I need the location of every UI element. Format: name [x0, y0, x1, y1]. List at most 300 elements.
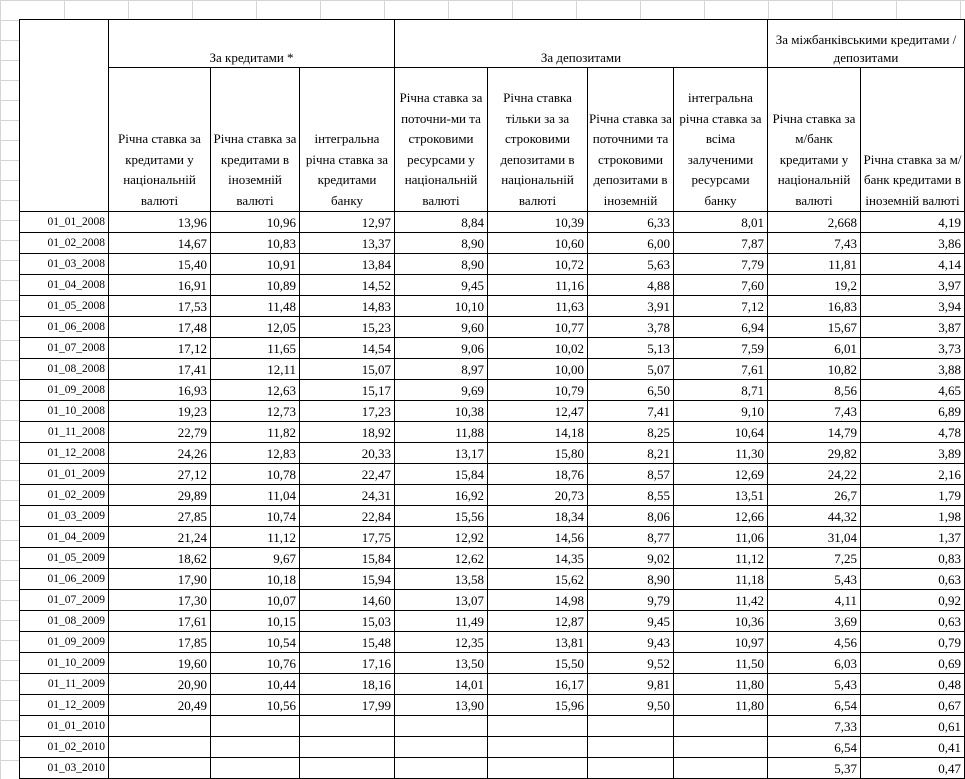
value-cell[interactable]: 24,31: [300, 485, 395, 506]
value-cell[interactable]: 7,43: [768, 401, 861, 422]
date-cell[interactable]: 01_09_2008: [20, 380, 109, 401]
value-cell[interactable]: 9,79: [588, 590, 674, 611]
date-cell[interactable]: 01_02_2010: [20, 737, 109, 758]
column-header[interactable]: інтегральна річна ставка за всіма залученими ресурсами банку: [674, 68, 768, 212]
value-cell[interactable]: 16,93: [109, 380, 211, 401]
date-cell[interactable]: 01_09_2009: [20, 632, 109, 653]
date-cell[interactable]: 01_04_2008: [20, 275, 109, 296]
column-header[interactable]: Річна ставка за м/банк кредитами в іноземній валюті: [861, 68, 965, 212]
value-cell[interactable]: 9,45: [395, 275, 488, 296]
value-cell[interactable]: 20,49: [109, 695, 211, 716]
value-cell[interactable]: 16,83: [768, 296, 861, 317]
value-cell[interactable]: 8,90: [395, 233, 488, 254]
value-cell[interactable]: 7,12: [674, 296, 768, 317]
value-cell[interactable]: 19,60: [109, 653, 211, 674]
table-row: [20, 275, 965, 296]
value-cell[interactable]: [488, 716, 588, 737]
value-cell[interactable]: 15,67: [768, 317, 861, 338]
value-cell[interactable]: 14,60: [300, 590, 395, 611]
value-cell[interactable]: 8,77: [588, 527, 674, 548]
value-cell[interactable]: 21,24: [109, 527, 211, 548]
value-cell[interactable]: 12,05: [211, 317, 300, 338]
value-cell[interactable]: 44,32: [768, 506, 861, 527]
value-cell[interactable]: 0,92: [861, 590, 965, 611]
value-cell[interactable]: 20,73: [488, 485, 588, 506]
value-cell[interactable]: [395, 758, 488, 779]
value-cell[interactable]: 15,17: [300, 380, 395, 401]
value-cell[interactable]: 11,42: [674, 590, 768, 611]
value-cell[interactable]: 8,71: [674, 380, 768, 401]
value-cell[interactable]: 15,07: [300, 359, 395, 380]
value-cell[interactable]: 10,76: [211, 653, 300, 674]
value-cell[interactable]: 14,01: [395, 674, 488, 695]
value-cell[interactable]: 13,84: [300, 254, 395, 275]
value-cell[interactable]: 11,88: [395, 422, 488, 443]
value-cell[interactable]: 9,81: [588, 674, 674, 695]
date-cell[interactable]: 01_03_2010: [20, 758, 109, 779]
value-cell[interactable]: 15,40: [109, 254, 211, 275]
value-cell[interactable]: 12,11: [211, 359, 300, 380]
date-cell[interactable]: 01_08_2008: [20, 359, 109, 380]
table-row: [20, 569, 965, 590]
value-cell[interactable]: 5,43: [768, 569, 861, 590]
value-cell[interactable]: 4,65: [861, 380, 965, 401]
date-cell[interactable]: 01_05_2008: [20, 296, 109, 317]
value-cell[interactable]: [109, 758, 211, 779]
value-cell[interactable]: 10,89: [211, 275, 300, 296]
value-cell[interactable]: 12,73: [211, 401, 300, 422]
value-cell[interactable]: 0,83: [861, 548, 965, 569]
value-cell[interactable]: 15,03: [300, 611, 395, 632]
value-cell[interactable]: 9,06: [395, 338, 488, 359]
value-cell[interactable]: 6,89: [861, 401, 965, 422]
value-cell[interactable]: 13,07: [395, 590, 488, 611]
value-cell[interactable]: 5,43: [768, 674, 861, 695]
value-cell[interactable]: [674, 716, 768, 737]
value-cell[interactable]: 13,51: [674, 485, 768, 506]
value-cell[interactable]: 4,11: [768, 590, 861, 611]
value-cell[interactable]: 11,04: [211, 485, 300, 506]
value-cell[interactable]: 0,41: [861, 737, 965, 758]
value-cell[interactable]: 7,41: [588, 401, 674, 422]
value-cell[interactable]: [300, 758, 395, 779]
value-cell[interactable]: 4,19: [861, 212, 965, 233]
column-header[interactable]: Річна ставка за поточни-ми та строковими ресурсами у національній валюті: [395, 68, 488, 212]
value-cell[interactable]: 27,85: [109, 506, 211, 527]
value-cell[interactable]: [588, 758, 674, 779]
value-cell[interactable]: 8,84: [395, 212, 488, 233]
value-cell[interactable]: 4,88: [588, 275, 674, 296]
value-cell[interactable]: 10,07: [211, 590, 300, 611]
value-cell[interactable]: 10,78: [211, 464, 300, 485]
value-cell[interactable]: 14,79: [768, 422, 861, 443]
value-cell[interactable]: 16,91: [109, 275, 211, 296]
value-cell[interactable]: 15,84: [300, 548, 395, 569]
value-cell[interactable]: 3,73: [861, 338, 965, 359]
value-cell[interactable]: 17,48: [109, 317, 211, 338]
value-cell[interactable]: 14,54: [300, 338, 395, 359]
value-cell[interactable]: 15,80: [488, 443, 588, 464]
date-cell[interactable]: 01_01_2010: [20, 716, 109, 737]
column-header[interactable]: Річна ставка за кредитами у національній валюті: [109, 68, 211, 212]
value-cell[interactable]: 15,23: [300, 317, 395, 338]
value-cell[interactable]: 0,69: [861, 653, 965, 674]
date-cell[interactable]: 01_12_2008: [20, 443, 109, 464]
value-cell[interactable]: 0,47: [861, 758, 965, 779]
value-cell[interactable]: 1,98: [861, 506, 965, 527]
value-cell[interactable]: 14,67: [109, 233, 211, 254]
value-cell[interactable]: 22,79: [109, 422, 211, 443]
value-cell[interactable]: 24,26: [109, 443, 211, 464]
value-cell[interactable]: 9,02: [588, 548, 674, 569]
value-cell[interactable]: 13,37: [300, 233, 395, 254]
value-cell[interactable]: 3,91: [588, 296, 674, 317]
value-cell[interactable]: 10,79: [488, 380, 588, 401]
value-cell[interactable]: 0,67: [861, 695, 965, 716]
value-cell[interactable]: 10,10: [395, 296, 488, 317]
value-cell[interactable]: 20,33: [300, 443, 395, 464]
value-cell[interactable]: 6,54: [768, 737, 861, 758]
value-cell[interactable]: 18,34: [488, 506, 588, 527]
table-row: [20, 716, 965, 737]
value-cell[interactable]: 14,18: [488, 422, 588, 443]
date-cell[interactable]: 01_11_2008: [20, 422, 109, 443]
value-cell[interactable]: [488, 758, 588, 779]
date-cell[interactable]: 01_12_2009: [20, 695, 109, 716]
value-cell[interactable]: 11,80: [674, 674, 768, 695]
value-cell[interactable]: 17,30: [109, 590, 211, 611]
value-cell[interactable]: 3,69: [768, 611, 861, 632]
value-cell[interactable]: [588, 737, 674, 758]
date-cell[interactable]: 01_06_2008: [20, 317, 109, 338]
table-body: [20, 212, 965, 779]
value-cell[interactable]: 0,61: [861, 716, 965, 737]
value-cell[interactable]: 7,79: [674, 254, 768, 275]
date-cell[interactable]: 01_01_2009: [20, 464, 109, 485]
value-cell[interactable]: 13,81: [488, 632, 588, 653]
value-cell[interactable]: 12,92: [395, 527, 488, 548]
value-cell[interactable]: 9,10: [674, 401, 768, 422]
value-cell[interactable]: 11,80: [674, 695, 768, 716]
value-cell[interactable]: 11,30: [674, 443, 768, 464]
value-cell[interactable]: 8,01: [674, 212, 768, 233]
value-cell[interactable]: 12,83: [211, 443, 300, 464]
value-cell[interactable]: 22,84: [300, 506, 395, 527]
value-cell[interactable]: 18,76: [488, 464, 588, 485]
column-header[interactable]: Річна ставка за кредитами в іноземній валюті: [211, 68, 300, 212]
value-cell[interactable]: 14,83: [300, 296, 395, 317]
value-cell[interactable]: 13,50: [395, 653, 488, 674]
value-cell[interactable]: 8,57: [588, 464, 674, 485]
value-cell[interactable]: [395, 716, 488, 737]
value-cell[interactable]: 7,61: [674, 359, 768, 380]
value-cell[interactable]: 17,23: [300, 401, 395, 422]
value-cell[interactable]: 4,14: [861, 254, 965, 275]
value-cell[interactable]: 13,17: [395, 443, 488, 464]
value-cell[interactable]: 17,85: [109, 632, 211, 653]
value-cell[interactable]: 0,48: [861, 674, 965, 695]
value-cell[interactable]: 10,64: [674, 422, 768, 443]
date-cell[interactable]: 01_08_2009: [20, 611, 109, 632]
value-cell[interactable]: 6,94: [674, 317, 768, 338]
value-cell[interactable]: 13,96: [109, 212, 211, 233]
table-row: [20, 317, 965, 338]
value-cell[interactable]: 6,33: [588, 212, 674, 233]
value-cell[interactable]: 10,38: [395, 401, 488, 422]
value-cell[interactable]: 3,94: [861, 296, 965, 317]
value-cell[interactable]: 10,02: [488, 338, 588, 359]
value-cell[interactable]: 22,47: [300, 464, 395, 485]
value-cell[interactable]: 17,12: [109, 338, 211, 359]
value-cell[interactable]: 8,21: [588, 443, 674, 464]
value-cell[interactable]: 11,18: [674, 569, 768, 590]
value-cell[interactable]: 9,45: [588, 611, 674, 632]
value-cell[interactable]: 7,60: [674, 275, 768, 296]
value-cell[interactable]: 3,97: [861, 275, 965, 296]
date-cell[interactable]: 01_10_2008: [20, 401, 109, 422]
value-cell[interactable]: 10,18: [211, 569, 300, 590]
value-cell[interactable]: 10,60: [488, 233, 588, 254]
value-cell[interactable]: 9,50: [588, 695, 674, 716]
value-cell[interactable]: 10,39: [488, 212, 588, 233]
value-cell[interactable]: 8,97: [395, 359, 488, 380]
value-cell[interactable]: 14,35: [488, 548, 588, 569]
value-cell[interactable]: 11,06: [674, 527, 768, 548]
value-cell[interactable]: 17,41: [109, 359, 211, 380]
value-cell[interactable]: 10,77: [488, 317, 588, 338]
value-cell[interactable]: 6,01: [768, 338, 861, 359]
table-row: [20, 401, 965, 422]
corner-cell[interactable]: [20, 20, 109, 212]
date-cell[interactable]: 01_05_2009: [20, 548, 109, 569]
date-cell[interactable]: 01_07_2009: [20, 590, 109, 611]
value-cell[interactable]: 10,36: [674, 611, 768, 632]
value-cell[interactable]: [300, 737, 395, 758]
value-cell[interactable]: [109, 716, 211, 737]
value-cell[interactable]: 12,35: [395, 632, 488, 653]
value-cell[interactable]: 12,66: [674, 506, 768, 527]
table-row: [20, 758, 965, 779]
value-cell[interactable]: 18,92: [300, 422, 395, 443]
value-cell[interactable]: [300, 716, 395, 737]
value-cell[interactable]: 3,87: [861, 317, 965, 338]
value-cell[interactable]: 5,07: [588, 359, 674, 380]
value-cell[interactable]: 8,06: [588, 506, 674, 527]
value-cell[interactable]: 11,81: [768, 254, 861, 275]
table-row: [20, 359, 965, 380]
value-cell[interactable]: 3,88: [861, 359, 965, 380]
value-cell[interactable]: 15,96: [488, 695, 588, 716]
value-cell[interactable]: 5,13: [588, 338, 674, 359]
value-cell[interactable]: 15,84: [395, 464, 488, 485]
value-cell[interactable]: 15,50: [488, 653, 588, 674]
value-cell[interactable]: [488, 737, 588, 758]
value-cell[interactable]: 13,58: [395, 569, 488, 590]
value-cell[interactable]: 10,44: [211, 674, 300, 695]
date-cell[interactable]: 01_02_2008: [20, 233, 109, 254]
date-cell[interactable]: 01_01_2008: [20, 212, 109, 233]
value-cell[interactable]: 29,89: [109, 485, 211, 506]
value-cell[interactable]: 31,04: [768, 527, 861, 548]
table-row: [20, 443, 965, 464]
value-cell[interactable]: 11,12: [674, 548, 768, 569]
value-cell[interactable]: 7,43: [768, 233, 861, 254]
value-cell[interactable]: 11,12: [211, 527, 300, 548]
value-cell[interactable]: 15,62: [488, 569, 588, 590]
value-cell[interactable]: 11,16: [488, 275, 588, 296]
value-cell[interactable]: 6,00: [588, 233, 674, 254]
value-cell[interactable]: [395, 737, 488, 758]
value-cell[interactable]: 7,33: [768, 716, 861, 737]
value-cell[interactable]: 10,56: [211, 695, 300, 716]
value-cell[interactable]: 10,96: [211, 212, 300, 233]
value-cell[interactable]: 3,78: [588, 317, 674, 338]
value-cell[interactable]: 8,90: [588, 569, 674, 590]
value-cell[interactable]: 10,00: [488, 359, 588, 380]
date-cell[interactable]: 01_06_2009: [20, 569, 109, 590]
table-row: [20, 506, 965, 527]
date-cell[interactable]: 01_11_2009: [20, 674, 109, 695]
value-cell[interactable]: 11,82: [211, 422, 300, 443]
value-cell[interactable]: 11,65: [211, 338, 300, 359]
group-header-deposits[interactable]: За депозитами: [395, 20, 768, 68]
value-cell[interactable]: 18,62: [109, 548, 211, 569]
value-cell[interactable]: 17,90: [109, 569, 211, 590]
value-cell[interactable]: 1,37: [861, 527, 965, 548]
value-cell[interactable]: 10,83: [211, 233, 300, 254]
group-header-credits[interactable]: За кредитами *: [109, 20, 395, 68]
value-cell[interactable]: 7,59: [674, 338, 768, 359]
value-cell[interactable]: [674, 737, 768, 758]
column-header[interactable]: інтегральна річна ставка за кредитами банку: [300, 68, 395, 212]
table-row: [20, 590, 965, 611]
value-cell[interactable]: 3,86: [861, 233, 965, 254]
value-cell[interactable]: 12,69: [674, 464, 768, 485]
value-cell[interactable]: 14,52: [300, 275, 395, 296]
value-cell[interactable]: 9,52: [588, 653, 674, 674]
value-cell[interactable]: [109, 737, 211, 758]
value-cell[interactable]: 11,48: [211, 296, 300, 317]
value-cell[interactable]: 16,17: [488, 674, 588, 695]
table-row: [20, 611, 965, 632]
value-cell[interactable]: 5,37: [768, 758, 861, 779]
date-cell[interactable]: 01_02_2009: [20, 485, 109, 506]
value-cell[interactable]: 29,82: [768, 443, 861, 464]
value-cell[interactable]: [211, 716, 300, 737]
value-cell[interactable]: 6,50: [588, 380, 674, 401]
value-cell[interactable]: 9,69: [395, 380, 488, 401]
date-cell[interactable]: 01_10_2009: [20, 653, 109, 674]
value-cell[interactable]: 5,63: [588, 254, 674, 275]
value-cell[interactable]: 10,97: [674, 632, 768, 653]
value-cell[interactable]: 0,63: [861, 569, 965, 590]
value-cell[interactable]: 15,56: [395, 506, 488, 527]
value-cell[interactable]: 12,97: [300, 212, 395, 233]
value-cell[interactable]: 2,668: [768, 212, 861, 233]
value-cell[interactable]: 0,79: [861, 632, 965, 653]
value-cell[interactable]: 7,25: [768, 548, 861, 569]
value-cell[interactable]: 10,54: [211, 632, 300, 653]
value-cell[interactable]: 16,92: [395, 485, 488, 506]
value-cell[interactable]: 7,87: [674, 233, 768, 254]
value-cell[interactable]: 13,90: [395, 695, 488, 716]
value-cell[interactable]: 0,63: [861, 611, 965, 632]
table-row: [20, 632, 965, 653]
value-cell[interactable]: 6,54: [768, 695, 861, 716]
value-cell[interactable]: 8,55: [588, 485, 674, 506]
value-cell[interactable]: 19,2: [768, 275, 861, 296]
column-header[interactable]: Річна ставка тільки за за строковими депозитами в національній валюті: [488, 68, 588, 212]
value-cell[interactable]: 3,89: [861, 443, 965, 464]
value-cell[interactable]: [588, 716, 674, 737]
value-cell[interactable]: 9,43: [588, 632, 674, 653]
value-cell[interactable]: 12,63: [211, 380, 300, 401]
value-cell[interactable]: 8,56: [768, 380, 861, 401]
value-cell[interactable]: 12,62: [395, 548, 488, 569]
value-cell[interactable]: 8,90: [395, 254, 488, 275]
table-row: [20, 212, 965, 233]
value-cell[interactable]: 18,16: [300, 674, 395, 695]
value-cell[interactable]: 2,16: [861, 464, 965, 485]
table-row: [20, 548, 965, 569]
value-cell[interactable]: 14,98: [488, 590, 588, 611]
value-cell[interactable]: 10,15: [211, 611, 300, 632]
table-row: [20, 674, 965, 695]
value-cell[interactable]: 27,12: [109, 464, 211, 485]
value-cell[interactable]: 17,75: [300, 527, 395, 548]
value-cell[interactable]: 6,03: [768, 653, 861, 674]
value-cell[interactable]: [674, 758, 768, 779]
value-cell[interactable]: 12,87: [488, 611, 588, 632]
value-cell[interactable]: 20,90: [109, 674, 211, 695]
value-cell[interactable]: 19,23: [109, 401, 211, 422]
value-cell[interactable]: 1,79: [861, 485, 965, 506]
group-header-interbank[interactable]: За міжбанківськими кредитами /депозитами: [768, 20, 965, 68]
value-cell[interactable]: 17,99: [300, 695, 395, 716]
value-cell[interactable]: [211, 737, 300, 758]
value-cell[interactable]: 17,61: [109, 611, 211, 632]
column-header[interactable]: Річна ставка за м/банк кредитами у національній валюті: [768, 68, 861, 212]
value-cell[interactable]: 4,78: [861, 422, 965, 443]
value-cell[interactable]: [211, 758, 300, 779]
value-cell[interactable]: 9,60: [395, 317, 488, 338]
value-cell[interactable]: 14,56: [488, 527, 588, 548]
value-cell[interactable]: 10,72: [488, 254, 588, 275]
value-cell[interactable]: 11,50: [674, 653, 768, 674]
date-cell[interactable]: 01_04_2009: [20, 527, 109, 548]
column-header[interactable]: Річна ставка за поточними та строковими депозитами в іноземній: [588, 68, 674, 212]
value-cell[interactable]: 24,22: [768, 464, 861, 485]
value-cell[interactable]: 17,53: [109, 296, 211, 317]
value-cell[interactable]: 12,47: [488, 401, 588, 422]
date-cell[interactable]: 01_07_2008: [20, 338, 109, 359]
value-cell[interactable]: 17,16: [300, 653, 395, 674]
value-cell[interactable]: 26,7: [768, 485, 861, 506]
value-cell[interactable]: 4,56: [768, 632, 861, 653]
value-cell[interactable]: 15,48: [300, 632, 395, 653]
value-cell[interactable]: 9,67: [211, 548, 300, 569]
value-cell[interactable]: 10,82: [768, 359, 861, 380]
value-cell[interactable]: 11,63: [488, 296, 588, 317]
value-cell[interactable]: 11,49: [395, 611, 488, 632]
value-cell[interactable]: 10,74: [211, 506, 300, 527]
value-cell[interactable]: 8,25: [588, 422, 674, 443]
table-row: [20, 464, 965, 485]
value-cell[interactable]: 10,91: [211, 254, 300, 275]
date-cell[interactable]: 01_03_2008: [20, 254, 109, 275]
date-cell[interactable]: 01_03_2009: [20, 506, 109, 527]
value-cell[interactable]: 15,94: [300, 569, 395, 590]
